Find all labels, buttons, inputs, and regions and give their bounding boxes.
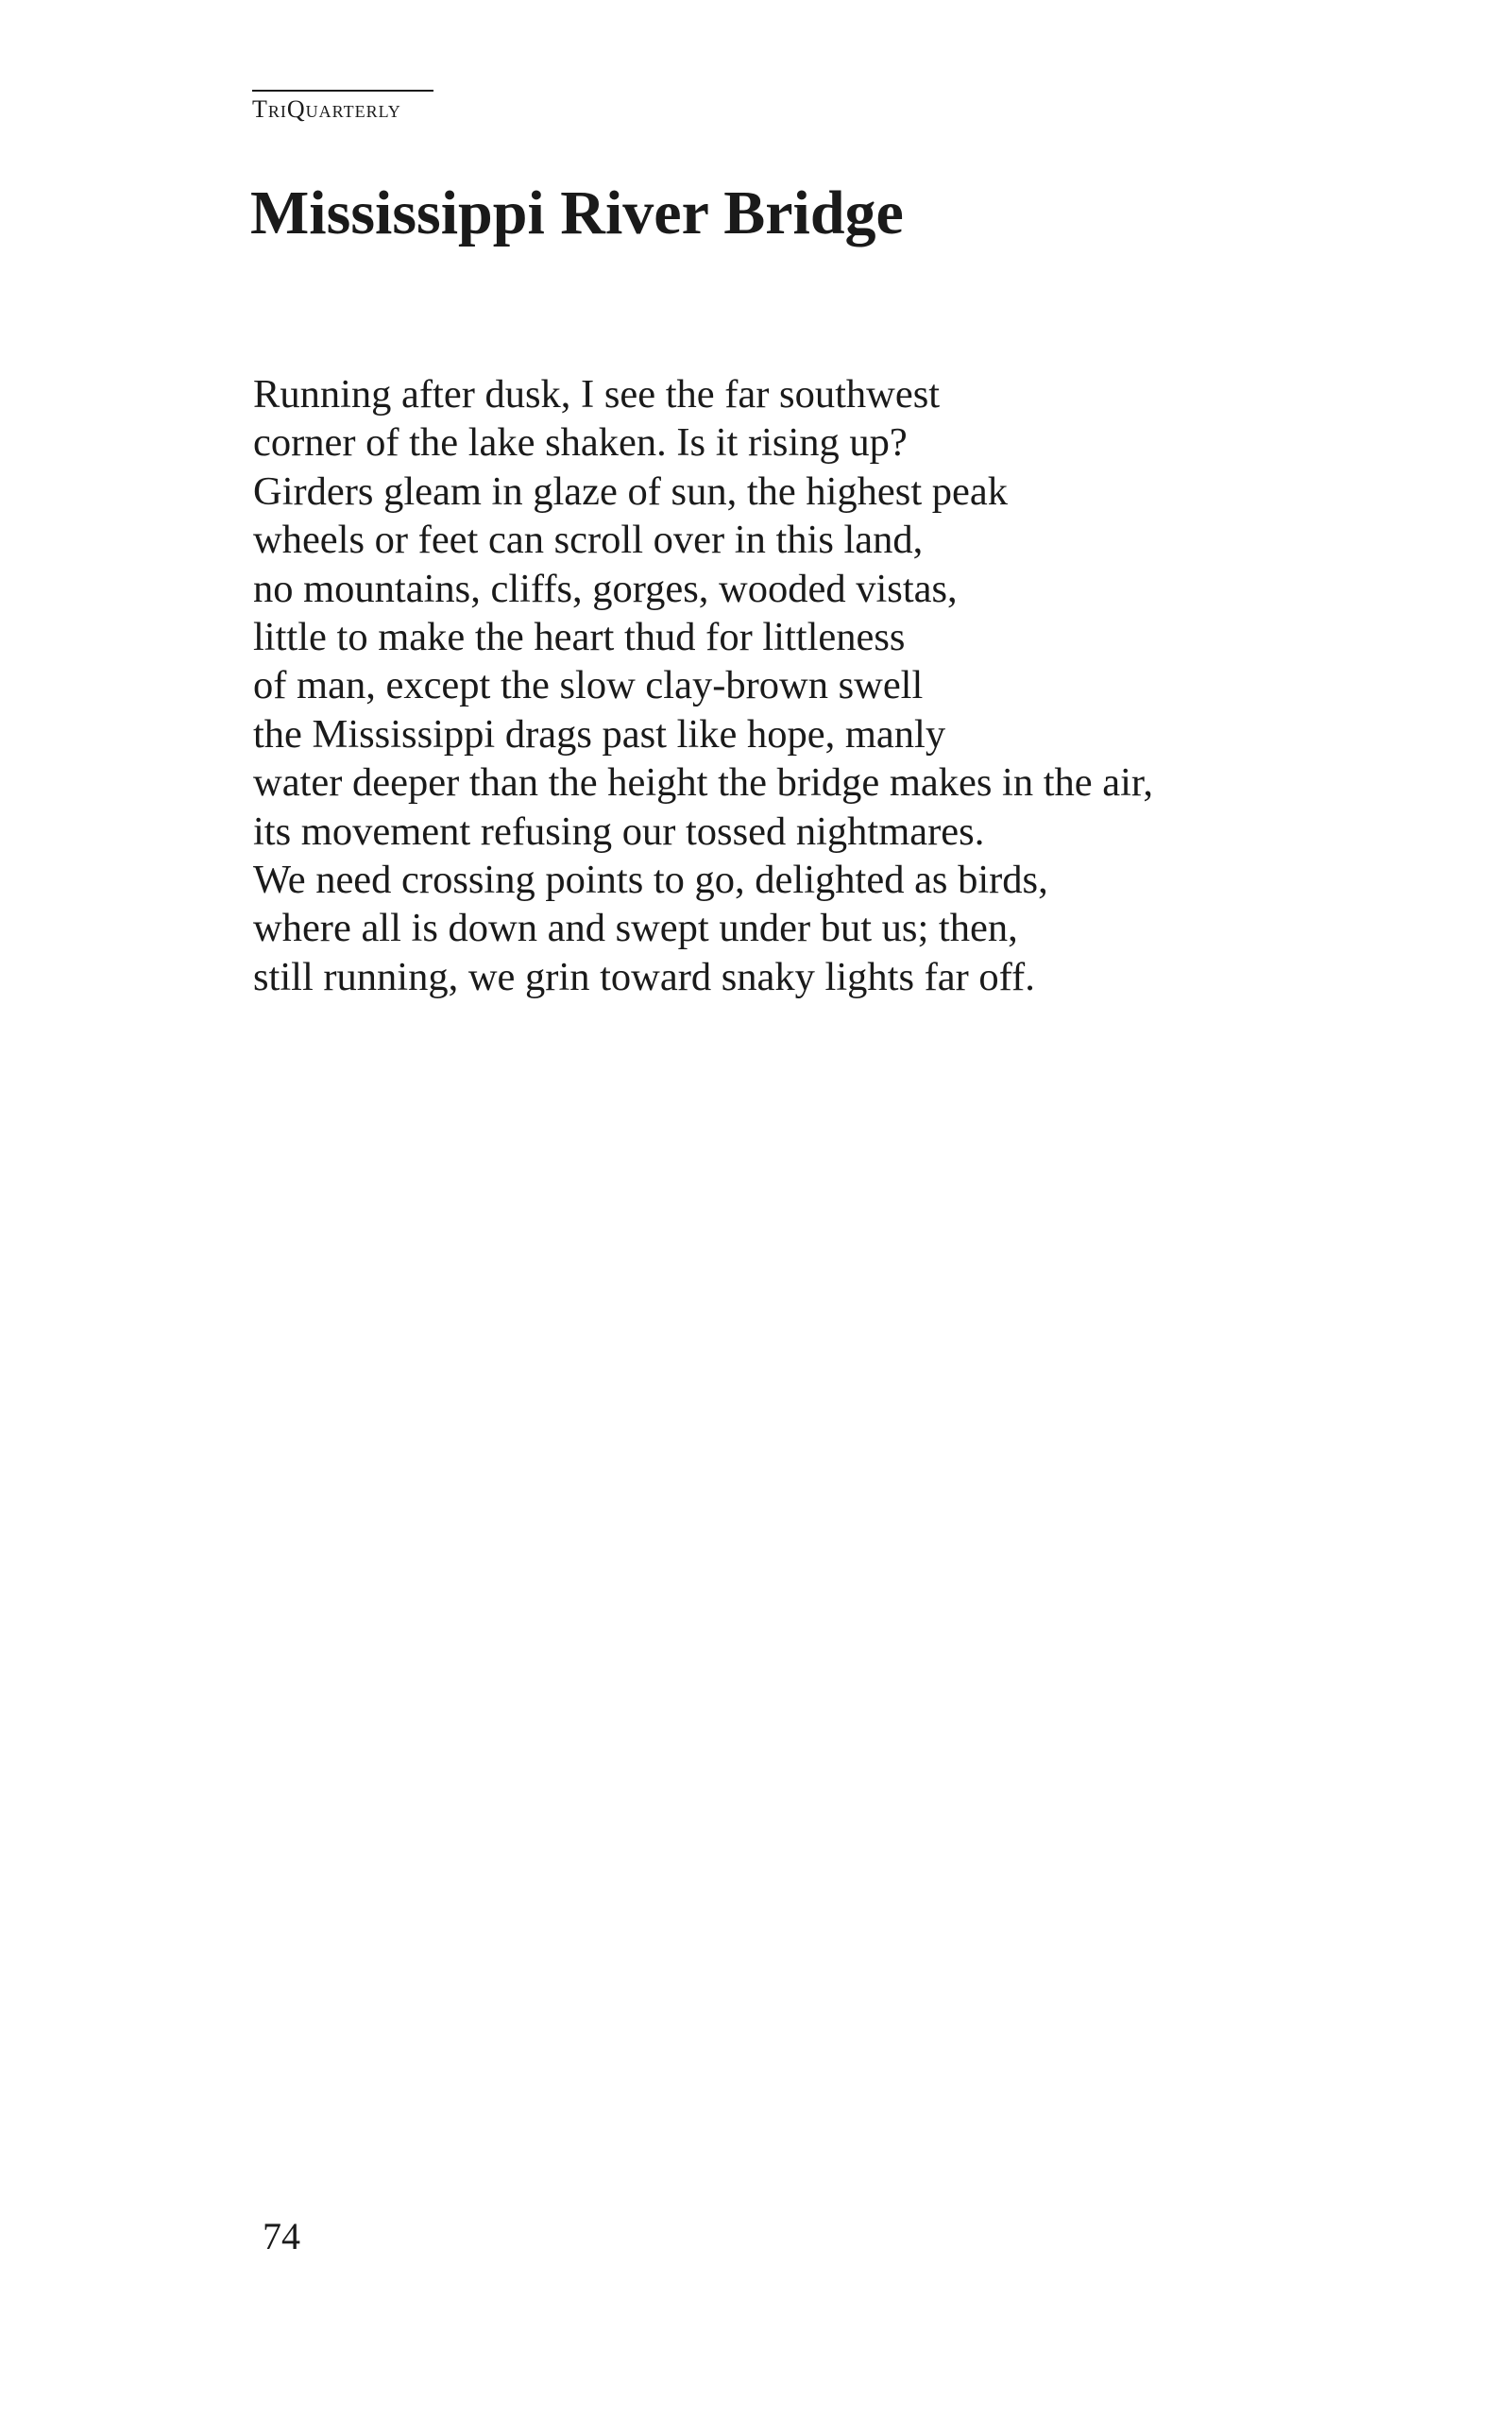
poem-line: Running after dusk, I see the far southwest bbox=[253, 372, 941, 417]
page-number: 74 bbox=[263, 2215, 300, 2257]
poem-line: Girders gleam in glaze of sun, the highest peak bbox=[253, 468, 1008, 514]
poem-line: the Mississippi drags past like hope, manly bbox=[253, 711, 946, 757]
running-head-rule bbox=[252, 90, 433, 92]
poem-title: Mississippi River Bridge bbox=[250, 179, 904, 247]
poem-line: where all is down and swept under but us; then, bbox=[253, 906, 1018, 951]
poem-line: corner of the lake shaken. Is it rising up? bbox=[253, 420, 908, 466]
poem-line: little to make the heart thud for littleness bbox=[253, 614, 906, 659]
poem-line: still running, we grin toward snaky lights far off. bbox=[253, 954, 1035, 999]
poem-line: water deeper than the height the bridge makes in the air, bbox=[253, 760, 1153, 806]
poem-line: We need crossing points to go, delighted as birds, bbox=[253, 857, 1048, 902]
poem-body bbox=[253, 370, 1153, 1001]
journal-name: TriQuarterly bbox=[252, 95, 401, 123]
poem-line: of man, except the slow clay-brown swell bbox=[253, 663, 924, 708]
poem-line: wheels or feet can scroll over in this land, bbox=[253, 518, 924, 563]
poem-line: no mountains, cliffs, gorges, wooded vistas, bbox=[253, 566, 958, 611]
poem-line: its movement refusing our tossed nightmares. bbox=[253, 809, 985, 854]
running-head bbox=[252, 90, 433, 122]
